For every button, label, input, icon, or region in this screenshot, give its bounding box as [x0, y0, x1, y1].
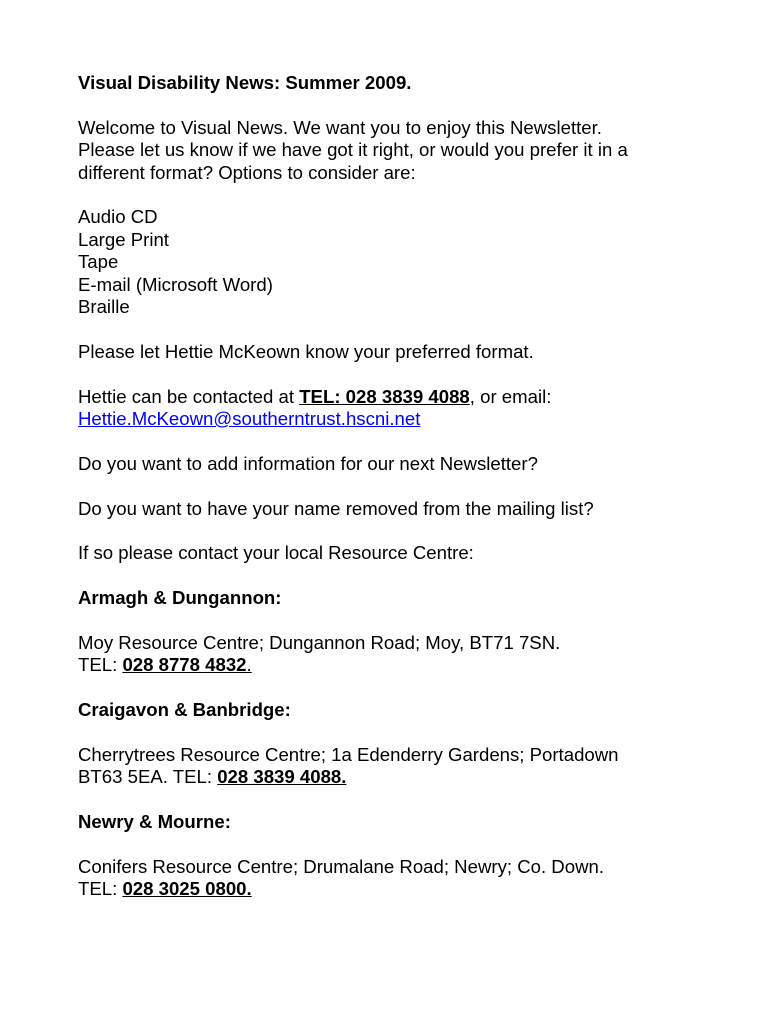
spacer	[78, 834, 718, 856]
spacer	[78, 363, 718, 385]
resource-centre-armagh	[78, 587, 718, 677]
newsletter-page	[78, 72, 718, 901]
centre-heading: Craigavon & Banbridge:	[78, 699, 291, 721]
spacer	[78, 430, 718, 452]
contact-suffix: , or email:	[469, 385, 552, 407]
spacer	[78, 565, 718, 587]
centre-phone-suffix: .	[246, 654, 252, 676]
preferred-format-text: Please let Hettie McKeown know your preferred format.	[78, 340, 534, 362]
spacer	[78, 677, 718, 699]
newsletter-title: Visual Disability News: Summer 2009.	[78, 72, 412, 93]
format-option: Large Print	[78, 228, 169, 250]
centre-heading: Newry & Mourne:	[78, 811, 231, 833]
contact-paragraph	[78, 386, 718, 431]
intro-line: Please let us know if we have got it right, or would you prefer it in a	[78, 139, 628, 161]
centre-address: Conifers Resource Centre; Drumalane Road; Newry; Co. Down.	[78, 856, 604, 878]
contact-centre-text: If so please contact your local Resource Centre:	[78, 542, 474, 564]
question-add-info: Do you want to add information for our next Newsletter?	[78, 452, 538, 474]
centre-phone-prefix: BT63 5EA. TEL:	[78, 766, 218, 788]
spacer	[78, 475, 718, 497]
centre-phone-prefix: TEL:	[78, 654, 123, 676]
centre-heading: Armagh & Dungannon:	[78, 587, 282, 609]
spacer	[78, 722, 718, 744]
intro-line: Welcome to Visual News. We want you to enjoy this Newsletter.	[78, 116, 602, 138]
centre-phone: 028 3025 0800.	[122, 878, 252, 900]
centre-phone-line	[78, 878, 718, 900]
centre-phone-prefix: TEL:	[78, 878, 123, 900]
resource-centre-newry	[78, 811, 718, 901]
centre-phone-line	[78, 766, 718, 788]
spacer	[78, 94, 718, 116]
spacer	[78, 610, 718, 632]
spacer	[78, 184, 718, 206]
intro-paragraph	[78, 117, 718, 184]
centre-phone: 028 8778 4832	[122, 654, 247, 676]
format-options-list	[78, 206, 718, 318]
format-option: E-mail (Microsoft Word)	[78, 273, 273, 295]
format-option: Tape	[78, 251, 119, 273]
centre-phone: 028 3839 4088.	[217, 766, 347, 788]
spacer	[78, 520, 718, 542]
contact-email-link[interactable]: Hettie.McKeown@southerntrust.hscni.net	[78, 408, 421, 430]
contact-phone: TEL: 028 3839 4088	[299, 385, 470, 407]
spacer	[78, 318, 718, 340]
contact-line	[78, 386, 718, 408]
format-option: Audio CD	[78, 206, 158, 228]
contact-prefix: Hettie can be contacted at	[78, 385, 300, 407]
question-remove-name: Do you want to have your name removed from the mailing list?	[78, 497, 594, 519]
centre-address: Moy Resource Centre; Dungannon Road; Moy, BT71 7SN.	[78, 632, 561, 654]
format-option: Braille	[78, 296, 130, 318]
centre-address: Cherrytrees Resource Centre; 1a Edenderry Gardens; Portadown	[78, 744, 619, 766]
centre-phone-line	[78, 654, 718, 676]
intro-line: different format? Options to consider are:	[78, 161, 416, 183]
resource-centre-craigavon	[78, 699, 718, 789]
spacer	[78, 789, 718, 811]
